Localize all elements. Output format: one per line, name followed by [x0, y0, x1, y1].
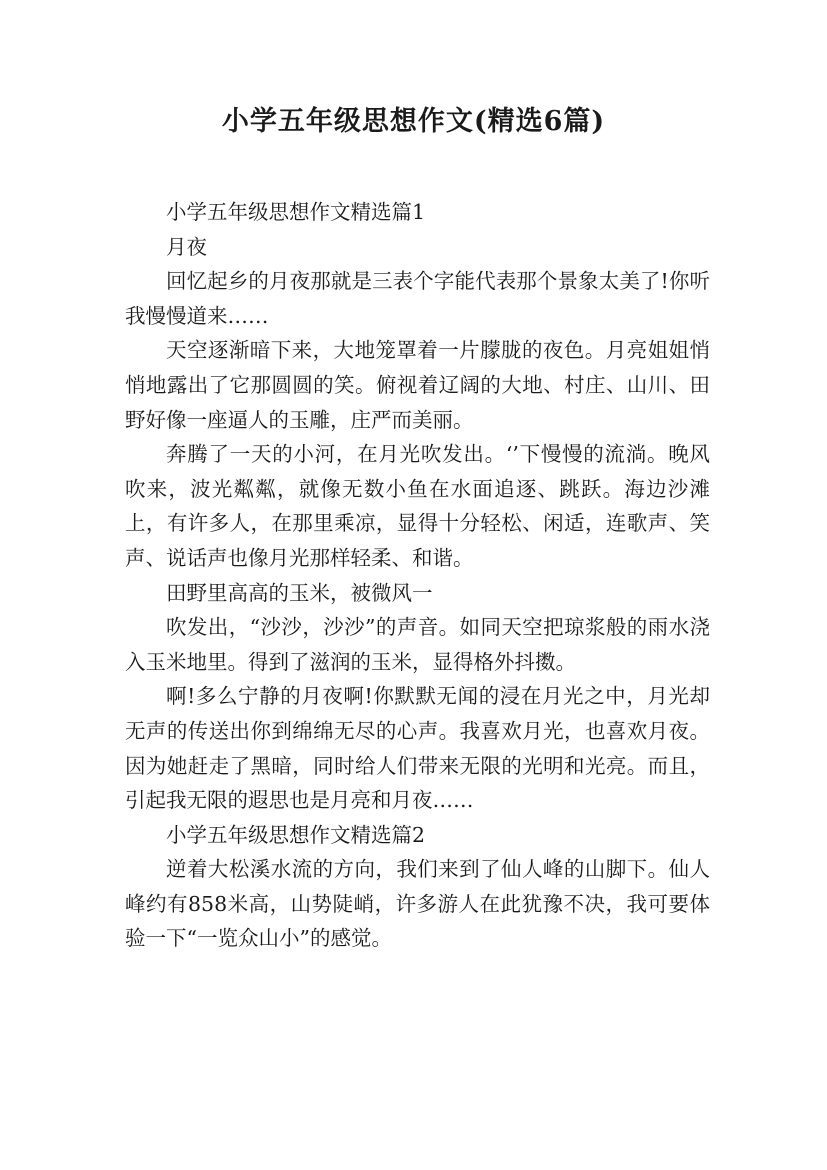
paragraph: 回忆起乡的月夜那就是三表个字能代表那个景象太美了!你听我慢慢道来…… [125, 269, 710, 328]
essay-title: 月夜 [166, 234, 207, 259]
paragraph: 逆着大松溪水流的方向，我们来到了仙人峰的山脚下。仙人峰约有858米高，山势陡峭，许多游人在此犹豫不决，我可要体验一下“一览众山小”的感觉。 [125, 857, 710, 951]
paragraph: 天空逐渐暗下来，大地笼罩着一片朦胧的夜色。月亮姐姐悄悄地露出了它那圆圆的笑。俯视着辽阔的大地、村庄、山川、田野好像一座逼人的玉雕，庄严而美丽。 [125, 338, 710, 432]
paragraph: 田野里高高的玉米，被微风一 [166, 580, 433, 605]
document-title: 小学五年级思想作文(精选6篇) [221, 106, 606, 137]
section-heading-2: 小学五年级思想作文精选篇2 [166, 822, 426, 847]
paragraph: 奔腾了一天的小河，在月光吹发出。‘’下慢慢的流淌。晚风吹来，波光粼粼，就像无数小鱼在水面追逐、跳跃。海边沙滩上，有许多人，在那里乘凉，显得十分轻松、闲适，连歌声、笑声、说话声也像月光那样轻柔、和谐。 [125, 442, 710, 570]
paragraph: 啊!多么宁静的月夜啊!你默默无闻的浸在月光之中，月光却无声的传送出你到绵绵无尽的心声。我喜欢月光，也喜欢月夜。因为她赶走了黑暗，同时给人们带来无限的光明和光亮。而且，引起我无限的遐思也是月亮和月夜…… [125, 684, 710, 813]
paragraph: 吹发出，“沙沙，沙沙”的声音。如同天空把琼浆般的雨水浇入玉米地里。得到了滋润的玉米，显得格外抖擞。 [125, 615, 710, 674]
section-heading-1: 小学五年级思想作文精选篇1 [166, 200, 426, 224]
document-body [125, 195, 710, 956]
